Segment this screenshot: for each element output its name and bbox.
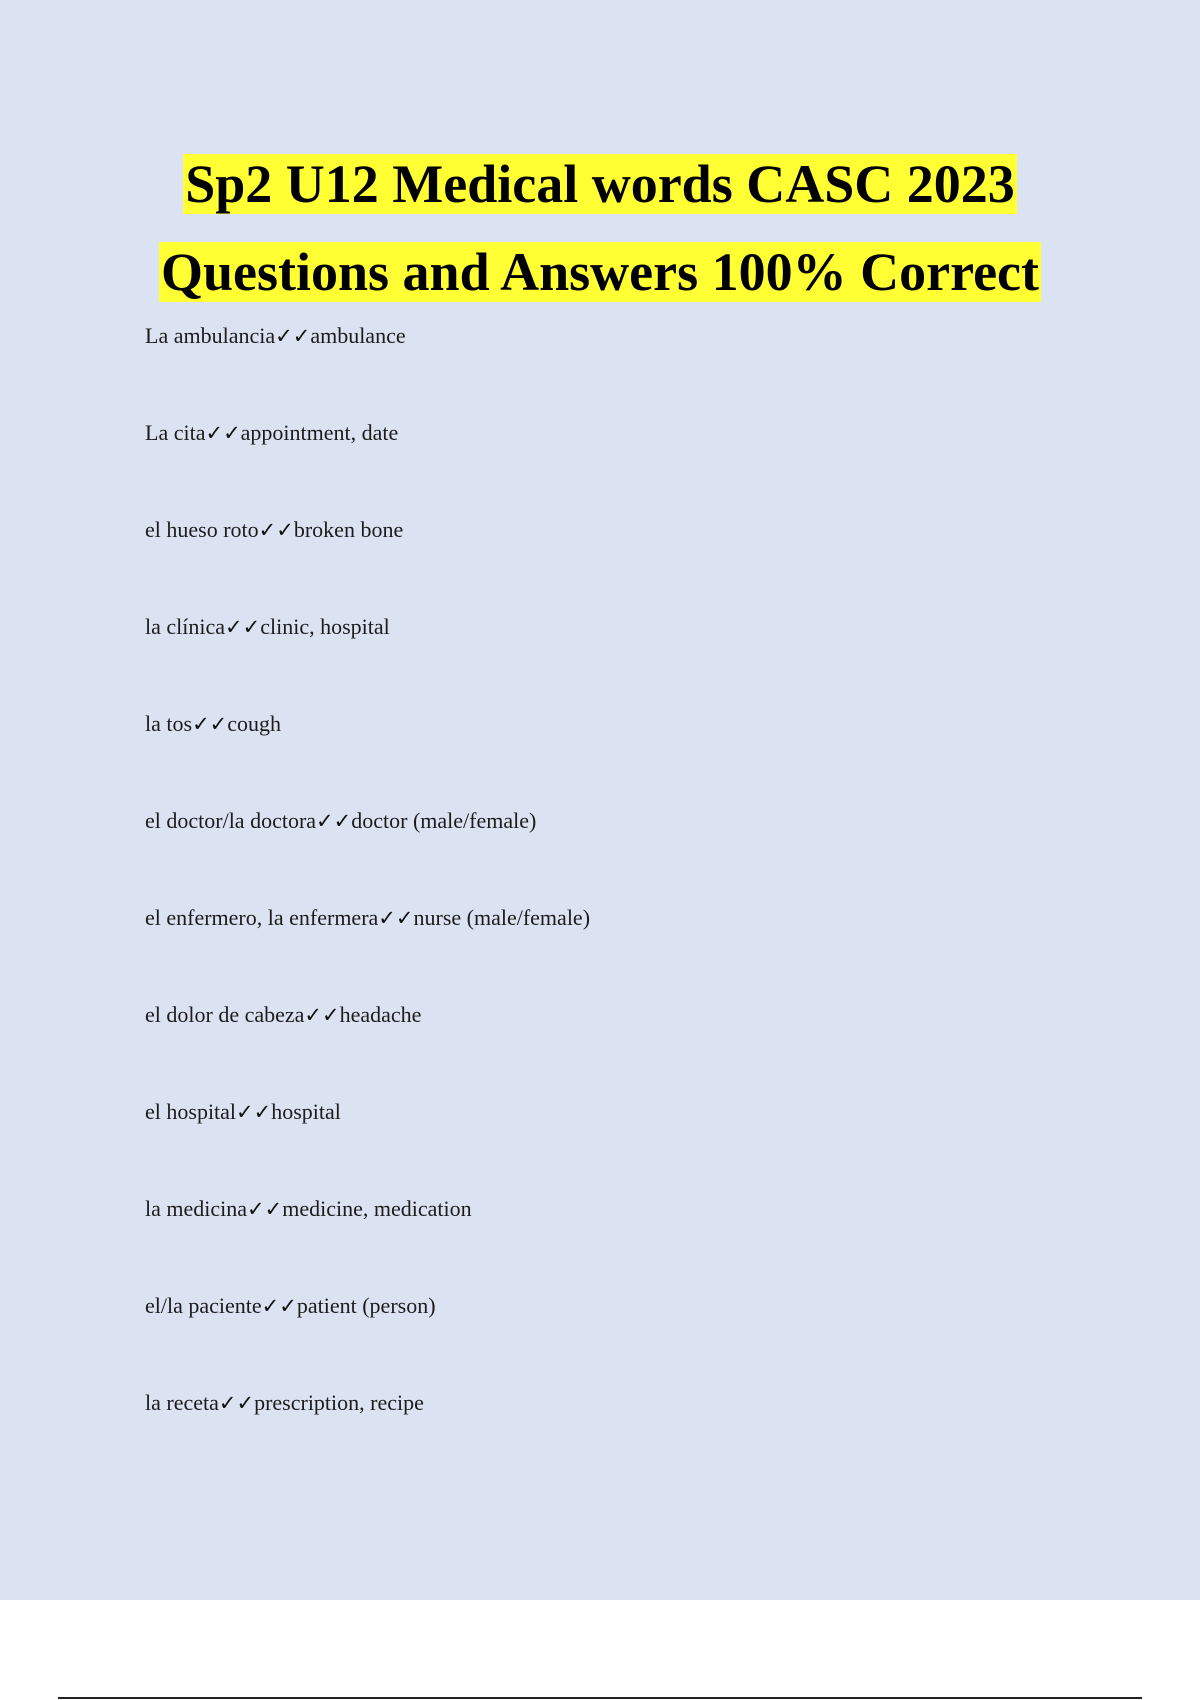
qa-term: La ambulancia — [145, 323, 276, 348]
qa-term: la clínica — [145, 614, 226, 639]
document-title — [0, 140, 1200, 316]
qa-item — [145, 1288, 1045, 1385]
qa-answer: ambulance — [310, 323, 406, 348]
double-check-icon: ✓✓ — [225, 615, 261, 639]
qa-item — [145, 997, 1045, 1094]
qa-answer: appointment, date — [240, 420, 399, 445]
qa-term: el/la paciente — [145, 1293, 262, 1318]
qa-item — [145, 415, 1045, 512]
double-check-icon: ✓✓ — [218, 1391, 255, 1415]
qa-term: la medicina — [145, 1196, 248, 1221]
qa-item — [145, 318, 1045, 415]
qa-item — [145, 1191, 1045, 1288]
qa-item — [145, 900, 1045, 997]
double-check-icon: ✓✓ — [378, 906, 414, 930]
qa-term: el enfermero, la enfermera — [145, 905, 379, 930]
qa-answer: prescription, recipe — [254, 1390, 424, 1415]
qa-answer: clinic, hospital — [260, 614, 390, 639]
title-line-2 — [0, 228, 1200, 316]
title-line-1 — [0, 140, 1200, 228]
qa-answer: patient (person) — [296, 1293, 436, 1318]
double-check-icon: ✓✓ — [205, 421, 241, 445]
qa-answer: headache — [339, 1002, 422, 1027]
qa-answer: doctor (male/female) — [351, 808, 537, 833]
qa-item — [145, 1094, 1045, 1191]
qa-item — [145, 512, 1045, 609]
double-check-icon: ✓✓ — [236, 1100, 272, 1124]
footer-divider — [58, 1697, 1142, 1699]
qa-answer: cough — [227, 711, 282, 736]
double-check-icon: ✓✓ — [261, 1294, 297, 1318]
qa-item — [145, 1385, 1045, 1482]
qa-term: el doctor/la doctora — [145, 808, 317, 833]
double-check-icon: ✓✓ — [192, 712, 228, 736]
qa-term: La cita — [145, 420, 206, 445]
double-check-icon: ✓✓ — [258, 518, 294, 542]
double-check-icon: ✓✓ — [247, 1197, 283, 1221]
double-check-icon: ✓✓ — [316, 809, 352, 833]
qa-term: el hueso roto — [145, 517, 259, 542]
qa-term: el dolor de cabeza — [145, 1002, 305, 1027]
qa-answer: nurse (male/female) — [413, 905, 591, 930]
qa-answer: medicine, medication — [282, 1196, 472, 1221]
double-check-icon: ✓✓ — [275, 324, 311, 348]
qa-item — [145, 609, 1045, 706]
title-text-1: Sp2 U12 Medical words CASC 2023 — [185, 154, 1015, 214]
qa-list — [145, 318, 1045, 1482]
qa-term: la tos — [145, 711, 193, 736]
qa-item — [145, 803, 1045, 900]
qa-answer: hospital — [271, 1099, 341, 1124]
double-check-icon: ✓✓ — [304, 1003, 340, 1027]
qa-term: la receta — [145, 1390, 219, 1415]
title-text-2: Questions and Answers 100% Correct — [160, 242, 1039, 302]
qa-item — [145, 706, 1045, 803]
qa-term: el hospital — [145, 1099, 237, 1124]
qa-answer: broken bone — [293, 517, 404, 542]
